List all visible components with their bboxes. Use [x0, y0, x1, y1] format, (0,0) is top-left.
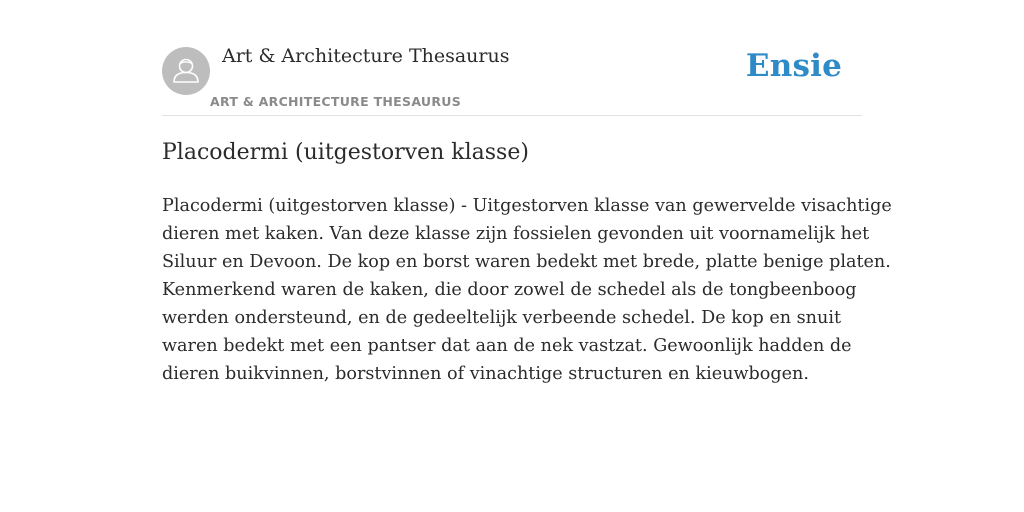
entry-title: Placodermi (uitgestorven klasse) [162, 140, 529, 165]
entry-body-line: waren bedekt met een pantser dat aan de nek vastzat. Gewoonlijk hadden de [162, 336, 852, 356]
entry-body-line: werden ondersteund, en de gedeeltelijk verbeende schedel. De kop en snuit [162, 308, 842, 328]
source-subtitle: ART & ARCHITECTURE THESAURUS [210, 94, 462, 109]
ensie-logo[interactable]: Ensie [745, 48, 842, 84]
entry-body-line: Placodermi (uitgestorven klasse) - Uitgestorven klasse van gewervelde visachtige [162, 196, 892, 216]
entry-body-line: dieren buikvinnen, borstvinnen of vinachtige structuren en kieuwbogen. [162, 364, 809, 384]
entry-body-line: Siluur en Devoon. De kop en borst waren bedekt met brede, platte benige platen. [162, 252, 891, 272]
source-title-link[interactable]: Art & Architecture Thesaurus [222, 45, 510, 67]
entry-header [162, 0, 862, 116]
entry-body [162, 192, 892, 388]
entry-body-line: dieren met kaken. Van deze klasse zijn fossielen gevonden uit voornamelijk het [162, 224, 870, 244]
user-avatar-icon[interactable] [162, 47, 210, 95]
avatar-silhouette [162, 47, 210, 95]
entry-card [162, 0, 892, 384]
entry-body-line: Kenmerkend waren de kaken, die door zowel de schedel als de tongbeenboog [162, 280, 857, 300]
